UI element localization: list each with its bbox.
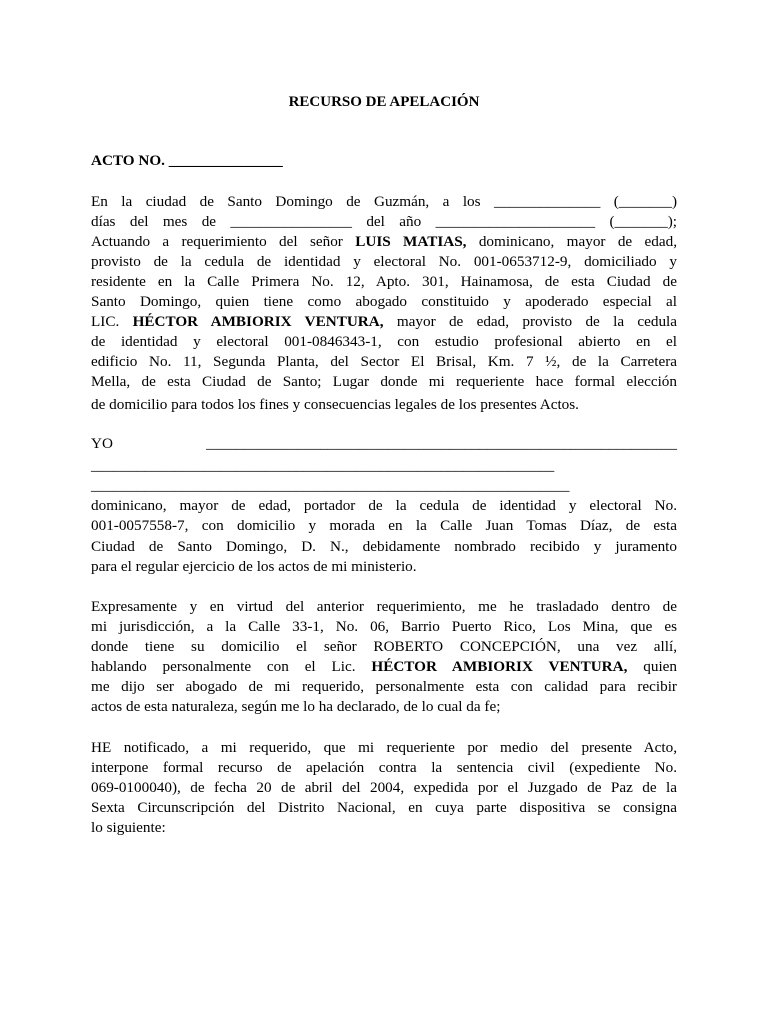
p1-line-7: [91, 312, 677, 332]
client-name: LUIS MATIAS,: [355, 233, 467, 250]
p1-line-7-text-a: LIC.: [91, 313, 133, 330]
p3-line-6: actos de esta naturaleza, según me lo ha declarado, de lo cual da fe;: [91, 698, 501, 715]
p3-line-4: [91, 657, 677, 677]
p1-line-1: En la ciudad de Santo Domingo de Guzmán, a los ______________ (_______): [91, 193, 677, 210]
p1-line-8: de identidad y electoral 001-0846343-1, con estudio profesional abierto en el: [91, 333, 677, 350]
p3-line-3: donde tiene su domicilio el señor ROBERTO CONCEPCIÓN, una vez allí,: [91, 638, 677, 655]
p4-line-3: 069-0100040), de fecha 20 de abril del 2004, expedida por el Juzgado de Paz de la: [91, 779, 677, 796]
lawyer-name: HÉCTOR AMBIORIX VENTURA,: [132, 313, 384, 330]
lawyer-name-2: HÉCTOR AMBIORIX VENTURA,: [371, 658, 628, 675]
p1-line-4: provisto de la cedula de identidad y electoral No. 001-0653712-9, domiciliado y: [91, 253, 677, 270]
p2-line-1: YO ______________________________________________________________: [91, 435, 677, 452]
p1-line-3-text-c: dominicano, mayor de edad,: [466, 233, 678, 250]
acto-number-line: ACTO NO. _______________: [91, 152, 283, 169]
p2-line-4: dominicano, mayor de edad, portador de la cedula de identidad y electoral No.: [91, 497, 677, 514]
p2-line-2: _____________________________________________________________: [91, 457, 555, 474]
p1-line-3-text-a: Actuando a requerimiento del señor: [91, 233, 356, 250]
p4-line-4: Sexta Circunscripción del Distrito Nacional, en cuya parte dispositiva se consigna: [91, 799, 677, 816]
document-title: RECURSO DE APELACIÓN: [288, 94, 480, 110]
p1-line-5: residente en la Calle Primera No. 12, Apto. 301, Hainamosa, de esta Ciudad de: [91, 273, 677, 290]
p4-line-1: HE notificado, a mi requerido, que mi requeriente por medio del presente Acto,: [91, 739, 677, 756]
p2-line-6: Ciudad de Santo Domingo, D. N., debidamente nombrado recibido y juramento: [91, 538, 677, 555]
p1-line-6: Santo Domingo, quien tiene como abogado constituido y apoderado especial al: [91, 293, 677, 310]
p2-line-7: para el regular ejercicio de los actos de mi ministerio.: [91, 558, 417, 575]
p3-line-2: mi jurisdicción, a la Calle 33-1, No. 06, Barrio Puerto Rico, Los Mina, que es: [91, 618, 677, 635]
p3-line-1: Expresamente y en virtud del anterior requerimiento, me he trasladado dentro de: [91, 598, 677, 615]
p1-line-7-text-c: mayor de edad, provisto de la cedula: [383, 313, 677, 330]
p1-line-2: días del mes de ________________ del año _____________________ (_______);: [91, 213, 677, 230]
p2-line-5: 001-0057558-7, con domicilio y morada en la Calle Juan Tomas Díaz, de esta: [91, 517, 677, 534]
p4-line-2: interpone formal recurso de apelación contra la sentencia civil (expediente No.: [91, 759, 677, 776]
p3-line-4-text-a: hablando personalmente con el Lic.: [91, 658, 372, 675]
p3-line-4-text-c: quien: [627, 658, 677, 675]
p1-line-10: Mella, de esta Ciudad de Santo; Lugar donde mi requeriente hace formal elección: [91, 373, 677, 390]
p1-line-9: edificio No. 11, Segunda Planta, del Sector El Brisal, Km. 7 ½, de la Carretera: [91, 353, 677, 370]
p2-line-3: _______________________________________________________________: [91, 477, 570, 494]
p1-line-11: de domicilio para todos los fines y consecuencias legales de los presentes Actos.: [91, 396, 579, 413]
p3-line-5: me dijo ser abogado de mi requerido, personalmente esta con calidad para recibir: [91, 678, 677, 695]
p1-line-3: [91, 232, 677, 252]
p4-line-5: lo siguiente:: [91, 819, 166, 836]
